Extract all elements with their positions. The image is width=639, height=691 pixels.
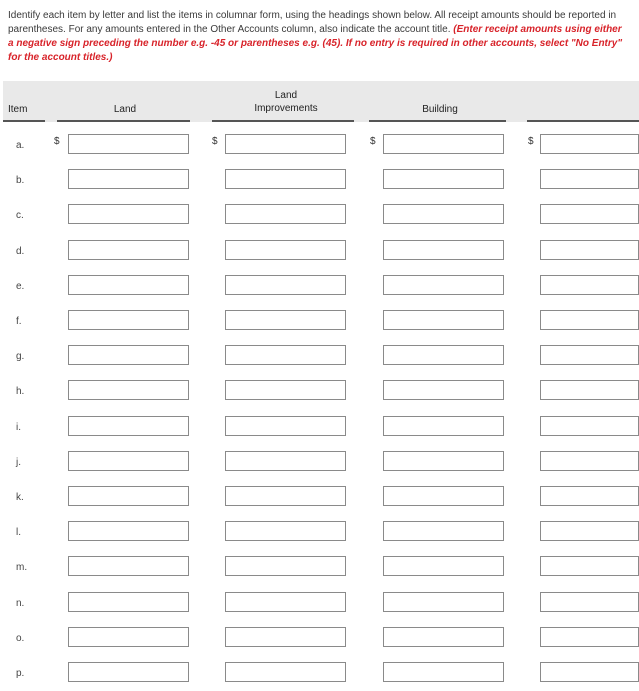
row-letter: g. (16, 351, 25, 363)
table-row (0, 198, 639, 233)
building-amount-input[interactable] (383, 556, 504, 576)
land-amount-input[interactable] (68, 204, 189, 224)
other-amount-input[interactable] (540, 662, 639, 682)
other-amount-input[interactable] (540, 169, 639, 189)
land-amount-input[interactable] (68, 627, 189, 647)
building-amount-input[interactable] (383, 134, 504, 154)
building-amount-input[interactable] (383, 345, 504, 365)
table-row (0, 269, 639, 304)
header-land-improvements-line1: Land (274, 90, 298, 101)
land-amount-input[interactable] (68, 134, 189, 154)
row-letter: d. (16, 245, 25, 257)
building-amount-input[interactable] (383, 662, 504, 682)
land-amount-input[interactable] (68, 240, 189, 260)
land-improvements-amount-input[interactable] (225, 134, 346, 154)
currency-symbol: $ (528, 136, 534, 147)
land-amount-input[interactable] (68, 275, 189, 295)
land-improvements-amount-input[interactable] (225, 592, 346, 612)
other-amount-input[interactable] (540, 275, 639, 295)
other-amount-input[interactable] (540, 204, 639, 224)
other-amount-input[interactable] (540, 416, 639, 436)
instructions (8, 9, 628, 65)
land-amount-input[interactable] (68, 345, 189, 365)
building-amount-input[interactable] (383, 521, 504, 541)
other-amount-input[interactable] (540, 451, 639, 471)
table-row (0, 304, 639, 339)
land-improvements-amount-input[interactable] (225, 556, 346, 576)
land-improvements-amount-input[interactable] (225, 486, 346, 506)
table-row (0, 234, 639, 269)
header-land-improvements (236, 89, 336, 115)
instructions-text: Identify each item by letter and list the items in columnar form, using the headings shown below. All receipt amounts should be reported in parentheses. For any amounts entered in the Other Accounts column, also indicate the account title. (8, 10, 617, 35)
header-land: Land (113, 104, 137, 115)
header-underline-item (3, 120, 45, 122)
building-amount-input[interactable] (383, 416, 504, 436)
row-letter: p. (16, 668, 25, 679)
table-row (0, 621, 639, 656)
table-row (0, 550, 639, 585)
building-amount-input[interactable] (383, 204, 504, 224)
other-amount-input[interactable] (540, 521, 639, 541)
other-amount-input[interactable] (540, 486, 639, 506)
header-underline-other (527, 120, 639, 122)
land-improvements-amount-input[interactable] (225, 521, 346, 541)
building-amount-input[interactable] (383, 310, 504, 330)
other-amount-input[interactable] (540, 556, 639, 576)
building-amount-input[interactable] (383, 486, 504, 506)
other-amount-input[interactable] (540, 134, 639, 154)
building-amount-input[interactable] (383, 240, 504, 260)
building-amount-input[interactable] (383, 627, 504, 647)
other-amount-input[interactable] (540, 627, 639, 647)
land-amount-input[interactable] (68, 592, 189, 612)
row-letter: e. (16, 280, 25, 292)
land-amount-input[interactable] (68, 556, 189, 576)
land-amount-input[interactable] (68, 451, 189, 471)
land-improvements-amount-input[interactable] (225, 169, 346, 189)
table-row (0, 586, 639, 621)
other-amount-input[interactable] (540, 345, 639, 365)
table-row (0, 128, 639, 163)
header-underline-building (369, 120, 506, 122)
header-underline-land (57, 120, 190, 122)
land-improvements-amount-input[interactable] (225, 662, 346, 682)
land-amount-input[interactable] (68, 380, 189, 400)
building-amount-input[interactable] (383, 451, 504, 471)
table-row (0, 445, 639, 480)
row-letter: b. (16, 175, 25, 187)
row-letter: k. (16, 492, 24, 503)
instructions-red-note: (Enter receipt amounts using either a negative sign preceding the number e.g. -45 or parentheses e.g. (45). If no entry is required in other accounts, select "No Entry" for the account titles.) (8, 24, 623, 63)
land-amount-input[interactable] (68, 310, 189, 330)
row-letter: n. (16, 597, 25, 609)
header-underline-land-improvements (212, 120, 354, 122)
building-amount-input[interactable] (383, 592, 504, 612)
other-amount-input[interactable] (540, 240, 639, 260)
row-letter: j. (16, 456, 21, 468)
currency-symbol: $ (370, 136, 376, 147)
row-letter: o. (16, 632, 25, 644)
table-row (0, 163, 639, 198)
land-improvements-amount-input[interactable] (225, 310, 346, 330)
table-row (0, 480, 639, 515)
land-improvements-amount-input[interactable] (225, 345, 346, 365)
table-row (0, 656, 639, 691)
land-amount-input[interactable] (68, 169, 189, 189)
land-improvements-amount-input[interactable] (225, 627, 346, 647)
other-amount-input[interactable] (540, 592, 639, 612)
row-letter: a. (16, 140, 25, 151)
row-letter: l. (16, 527, 21, 539)
header-building: Building (422, 104, 458, 115)
land-improvements-amount-input[interactable] (225, 204, 346, 224)
row-letter: c. (16, 210, 24, 222)
row-letter: m. (16, 562, 28, 574)
land-improvements-amount-input[interactable] (225, 240, 346, 260)
land-amount-input[interactable] (68, 521, 189, 541)
land-improvements-amount-input[interactable] (225, 380, 346, 400)
row-letter: i. (16, 421, 21, 433)
building-amount-input[interactable] (383, 380, 504, 400)
currency-symbol: $ (212, 136, 218, 147)
land-amount-input[interactable] (68, 486, 189, 506)
building-amount-input[interactable] (383, 275, 504, 295)
other-amount-input[interactable] (540, 310, 639, 330)
table-row (0, 515, 639, 550)
land-improvements-amount-input[interactable] (225, 275, 346, 295)
table-row (0, 374, 639, 409)
building-amount-input[interactable] (383, 169, 504, 189)
other-amount-input[interactable] (540, 380, 639, 400)
land-amount-input[interactable] (68, 416, 189, 436)
header-item: Item (8, 104, 28, 115)
row-letter: f. (16, 316, 22, 327)
header-land-improvements-line2: Improvements (254, 103, 318, 114)
land-amount-input[interactable] (68, 662, 189, 682)
land-improvements-amount-input[interactable] (225, 416, 346, 436)
row-letter: h. (16, 386, 25, 398)
currency-symbol: $ (54, 136, 60, 147)
table-row (0, 339, 639, 374)
land-improvements-amount-input[interactable] (225, 451, 346, 471)
table-row (0, 410, 639, 445)
